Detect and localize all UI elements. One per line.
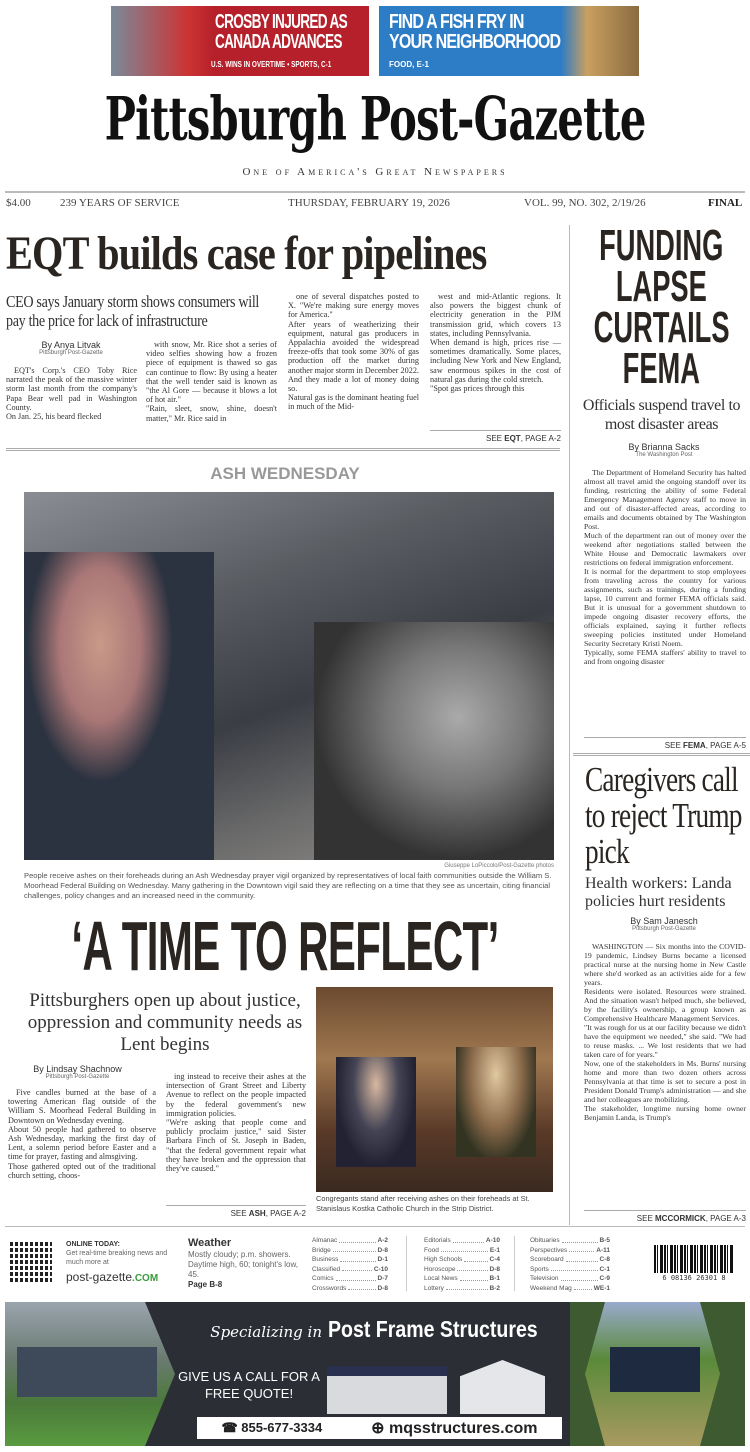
fema-body: The Department of Homeland Security has halted almost all travel amid the ongoing standoff over its funding, restricting the ability of some Federal Emergency Management Agency staff to move in and out of disaster-affected areas, according to emails and documents obtained by The Washington Post. Much of the department ran out of money over the weekend after negotiations stalled between the White House and Democratic lawmakers over restrictions on federal immigration enforcement. It is normal for the department to stop employees from traveling across the country for various assignments, such as trainings, during a funding lapse, 10 current and former FEMA officials said. But it is unusual for a government shutdown to impede ongoing disaster recovery efforts, the officials explained, saying it further reflects sweeping policies instituted under Homeland Security Secretary Kristi Noem. Typically, some FEMA staffers' ability to travel to and from ongoing disaster xyxy=(584,468,746,666)
index-item[interactable]: High Schools C-4 xyxy=(424,1256,500,1263)
index-item[interactable]: Horoscope D-8 xyxy=(424,1265,500,1273)
index-item[interactable]: Television C-9 xyxy=(530,1275,610,1282)
website-link[interactable]: post-gazette.COM xyxy=(66,1270,159,1284)
volume: VOL. 99, NO. 302, 2/19/26 xyxy=(524,197,646,209)
index-item[interactable]: Sports C-1 xyxy=(530,1265,610,1273)
index-item[interactable]: Lottery B-2 xyxy=(424,1284,500,1292)
fema-headline[interactable] xyxy=(573,221,750,393)
online-today: ONLINE TODAY: Get real-time breaking news and much more at post-gazette.COM xyxy=(66,1240,176,1286)
advertisement[interactable] xyxy=(5,1302,745,1446)
care-subhead: Health workers: Landa policies hurt residents xyxy=(585,875,732,910)
ad-script: Specializing in xyxy=(210,1323,322,1341)
ad-title: Post Frame Structures xyxy=(327,1316,538,1342)
index-item[interactable]: Scoreboard C-8 xyxy=(530,1256,610,1263)
teaser-sports[interactable] xyxy=(111,6,369,76)
ash-body-col2: ing instead to receive their ashes at the intersection of Grant Street and Liberty Avenue to reflect on the people impacted by the federal government's new immigration policies. "We're asking that people come and publicly proclaim justice," said Sister Barbara Finch of St. Joseph in Baden, "that the federal government repair what they have broken and the oppression that they've caused." xyxy=(166,1072,306,1174)
eqt-jump-link[interactable]: SEE EQT, PAGE A-2 xyxy=(430,430,561,443)
teaser-food[interactable] xyxy=(379,6,639,76)
index-item[interactable]: Local News B-1 xyxy=(424,1275,500,1282)
edition: FINAL xyxy=(708,197,743,209)
index-item[interactable]: Weekend Mag WE-1 xyxy=(530,1284,610,1292)
ad-phone[interactable]: ☎ 855-677-3334 xyxy=(221,1420,323,1435)
eqt-body-col4: west and mid-Atlantic regions. It also powers the biggest chunk of electricity generation in the PJM transmission grid, which covers 13 states, including Pennsylvania. When demand is high, prices rise — sometimes dramatically. Some places, including New York and New England, saw enormous spikes in the cost of natural gas during the cold stretch. "Spot gas prices through this xyxy=(430,292,561,394)
care-body: WASHINGTON — Six months into the COVID-19 pandemic, Lindsey Burns became a licensed practical nurse at the nursing home in New Castle where she'd worked as an activities aide for a few years. Residents were isolated. Resources were strained. And the situation wasn't helped much, she believed, by the facility's ownership, a group known as Comprehensive Healthcare Management Services. "It was rough for us at our facility because we didn't have the equipment we needed," she said. "We had to reuse masks. ... We lost residents that we had taken care of for years." Now, one of the stakeholders in Ms. Burns' nursing home and more than two dozen others across Pennsylvania at that time is set to secure a post in President Donald Trump's administration — and she and her colleagues are mobilizing. The stakeholder, longtime nursing home owner Benjamin Landa, is Trump's xyxy=(584,942,746,1122)
teaser-sub: FOOD, E-1 xyxy=(389,60,430,69)
index-item[interactable]: Perspectives A-11 xyxy=(530,1246,610,1254)
church-photo[interactable] xyxy=(316,987,553,1192)
care-jump-link[interactable]: SEE MCCORMICK, PAGE A-3 xyxy=(584,1210,746,1223)
ash-byline: By Lindsay Shachnow Pittsburgh Post-Gazette xyxy=(33,1064,122,1080)
headline-line: FUNDING xyxy=(599,221,724,270)
index-item[interactable]: Editorials A-10 xyxy=(424,1237,500,1244)
weather[interactable]: Weather Mostly cloudy; p.m. showers. Daytime high, 60; tonight's low, 45. Page B-8 xyxy=(188,1237,299,1289)
price: $4.00 xyxy=(6,197,31,209)
masthead-title[interactable]: Pittsburgh Post-Gazette xyxy=(104,84,646,155)
photo-credit: Giuseppe LoPiccolo/Post-Gazette photos xyxy=(444,863,554,869)
ash-body-col1: Five candles burned at the base of a towering American flag outside of the William S. Moorhead Federal Building in Downtown on Wednesday evening. About 50 people had gathered to observe Ash Wednesday, marking the first day of Lent, a solemn period before Easter and a time for prayer, fasting and almsgiving. Those gathered opted out of the traditional church setting, choos- xyxy=(8,1088,156,1180)
ash-photo[interactable] xyxy=(24,492,554,860)
headline-line: CURTAILS xyxy=(593,303,730,352)
index-col-1 xyxy=(312,1236,388,1293)
masthead-tagline: One of America's Great Newspapers xyxy=(242,166,508,178)
teaser-sub: U.S. WINS IN OVERTIME • SPORTS, C-1 xyxy=(211,60,332,69)
index-item[interactable]: Business D-1 xyxy=(312,1256,388,1263)
care-byline: By Sam Janesch Pittsburgh Post-Gazette xyxy=(630,916,698,932)
barcode: 6 08136 26301 8 xyxy=(648,1245,740,1285)
church-photo-caption: Congregants stand after receiving ashes on their foreheads at St. Stanislaus Kostka Catholic Church in the Strip District. xyxy=(316,1194,530,1213)
ad-call-text: GIVE US A CALL FOR A FREE QUOTE! xyxy=(178,1369,320,1401)
index-item[interactable]: Almanac A-2 xyxy=(312,1237,388,1244)
eqt-body-col2: with snow, Mr. Rice shot a series of video selfies showing how a frozen piece of equipment is thawed so gas can continue to flow: By using a heater that the well tender said is known as "the Al Gore — because it blows a lot of hot air." "Rain, sleet, snow, shine, doesn't matter," Mr. Rice said in xyxy=(146,340,277,423)
index-item[interactable]: Comics D-7 xyxy=(312,1275,388,1282)
ash-jump-link[interactable]: SEE ASH, PAGE A-2 xyxy=(166,1205,306,1218)
index-col-3 xyxy=(530,1236,610,1293)
teaser-headline: CROSBY INJURED AS CANADA ADVANCES xyxy=(215,11,348,53)
care-headline[interactable]: Caregivers call to reject Trump pick xyxy=(585,760,742,871)
date: THURSDAY, FEBRUARY 19, 2026 xyxy=(288,197,450,209)
eqt-byline: By Anya Litvak Pittsburgh Post-Gazette xyxy=(39,340,103,356)
ash-subhead: Pittsburghers open up about justice, oppression and community needs as Lent begins xyxy=(27,990,303,1055)
eqt-body-col1: EQT's Corp.'s CEO Toby Rice narrated the peak of the massive winter storm last month from the company's Papa Bear well pad in Washington County. On Jan. 25, his beard flecked xyxy=(6,366,137,422)
fema-jump-link[interactable]: SEE FEMA, PAGE A-5 xyxy=(584,737,746,750)
ash-headline[interactable]: ‘A TIME TO REFLECT’ xyxy=(71,907,499,985)
years-of-service: 239 YEARS OF SERVICE xyxy=(60,197,180,209)
teaser-headline: FIND A FISH FRY IN YOUR NEIGHBORHOOD xyxy=(389,11,561,53)
fema-byline: By Brianna Sacks The Washington Post xyxy=(628,442,700,458)
ad-website[interactable]: ⊕ mqsstructures.com xyxy=(371,1420,538,1437)
index-item[interactable]: Crosswords D-8 xyxy=(312,1284,388,1292)
index-item[interactable]: Food E-1 xyxy=(424,1246,500,1254)
ash-headline-row xyxy=(0,908,570,984)
qr-code[interactable] xyxy=(10,1240,52,1282)
index-col-2 xyxy=(424,1236,500,1293)
index-item[interactable]: Bridge D-8 xyxy=(312,1246,388,1254)
fema-subhead: Officials suspend travel to most disaster areas xyxy=(582,397,741,433)
ash-kicker: ASH WEDNESDAY xyxy=(210,464,360,483)
eqt-subhead: CEO says January storm shows consumers will pay the price for lack of infrastructure xyxy=(6,292,260,330)
ash-photo-caption: People receive ashes on their foreheads during an Ash Wednesday prayer vigil organized by representatives of local faith communities outside the William S. Moorhead Federal Building on Wednesday. Many gathering in the Downtown vigil said they are reflecting on a time that they see as uncertain, citing financial challenges, policy changes and an increased need in the community. xyxy=(24,871,552,900)
index-item[interactable]: Classified C-10 xyxy=(312,1265,388,1273)
eqt-headline-row xyxy=(6,226,566,282)
index-item[interactable]: Obituaries B-5 xyxy=(530,1237,610,1244)
headline-line: FEMA xyxy=(622,344,701,393)
masthead xyxy=(0,84,750,155)
headline-line: LAPSE xyxy=(616,262,707,311)
eqt-body-col3: one of several dispatches posted to X. "We're making sure energy moves for America." After years of weatherizing their equipment, natural gas producers in Appalachia avoided the widespread freeze-offs that took some 30% of gas production off the market during another major storm in December 2022. And they made a lot of money doing so. Natural gas is the dominant heating fuel in much of the Mid- xyxy=(288,292,419,412)
eqt-headline[interactable]: EQT builds case for pipelines xyxy=(6,227,487,280)
